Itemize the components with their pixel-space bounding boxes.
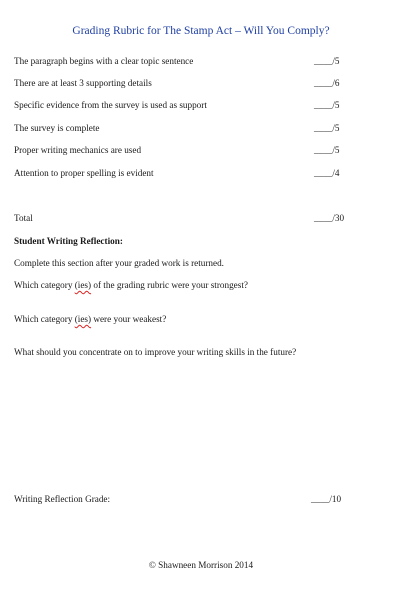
rubric-label: Attention to proper spelling is evident	[14, 168, 154, 178]
rubric-label: Proper writing mechanics are used	[14, 145, 142, 155]
rubric-label: Specific evidence from the survey is used as support	[14, 100, 207, 110]
rubric-label: There are at least 3 supporting details	[14, 78, 152, 88]
document-page: Grading Rubric for The Stamp Act – Will You Comply? The paragraph begins with a clear topic sentence ____/5 There are at least 3 supporting details ____/6 Specific evidence from the survey is used as support ____/5 The survey is complete ____/5 Proper writing mechanics are used ____/5 Attention to proper spelling is evident ____/4 Total ____/30 Student Writing Reflection: Complete this section after your graded work is returned. Which category (ies) of the grading rubric were your strongest? Which category (ies) were your weakest? What should you concentrate on to improve your writing skills in the future? Writing Reflection Grade: ____/10 © Shawneen Morrison 2014	[0, 0, 402, 590]
copyright-footer: © Shawneen Morrison 2014	[148, 560, 254, 570]
total-label: Total	[14, 213, 33, 223]
rubric-score: ____/5	[314, 100, 340, 110]
rubric-label: The survey is complete	[14, 123, 100, 133]
reflection-grade-label: Writing Reflection Grade:	[14, 494, 111, 504]
total-score: ____/30	[314, 213, 345, 223]
rubric-score: ____/4	[314, 168, 340, 178]
rubric-label: The paragraph begins with a clear topic sentence	[14, 56, 194, 66]
reflection-grade-score: ____/10	[311, 494, 342, 504]
rubric-score: ____/5	[314, 145, 340, 155]
rubric-score: ____/5	[314, 56, 340, 66]
document-title: Grading Rubric for The Stamp Act – Will You Comply?	[72, 25, 330, 37]
rubric-score: ____/6	[314, 78, 340, 88]
rubric-score: ____/5	[314, 123, 340, 133]
